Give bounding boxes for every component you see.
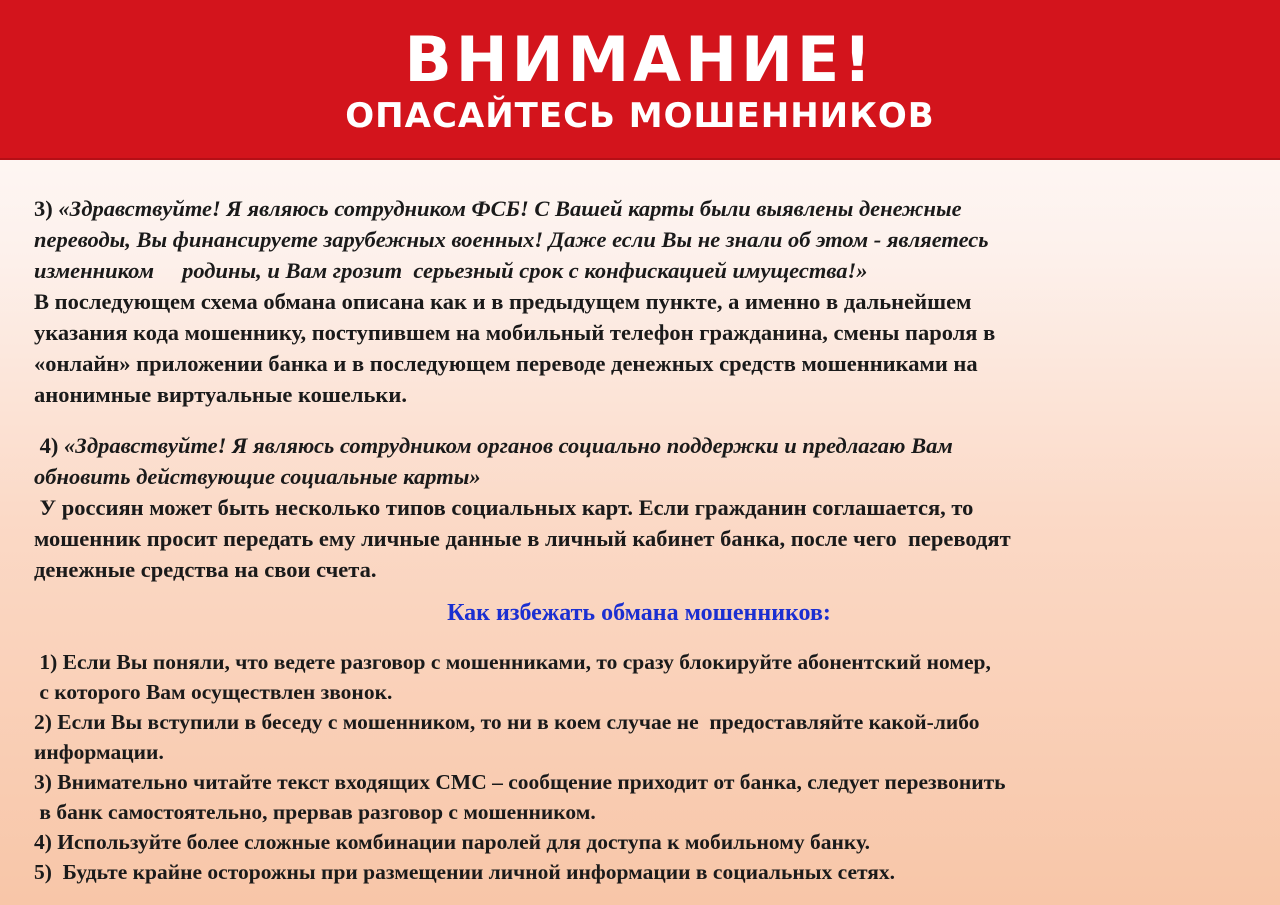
warning-banner [0,0,1280,160]
advice-line: в банк самостоятельно, прервав разговор с мошенником. [34,800,596,824]
advice-line: информации. [34,740,164,764]
page-title: ВНИМАНИЕ! [404,23,876,96]
description-line: указания кода мошеннику, поступившем на мобильный телефон гражданина, смены пароля в [34,320,996,345]
scam-item-4 [34,430,1244,585]
quote-line: изменником родины, и Вам грозит серьезный срок с конфискацией имущества!» [34,258,868,283]
item-number: 4) [34,433,64,458]
description-line: мошенник просит передать ему личные данные в личный кабинет банка, после чего переводят [34,526,1011,551]
scam-item-3 [34,193,1244,410]
advice-list [34,647,1244,887]
description-line: В последующем схема обмана описана как и в предыдущем пункте, а именно в дальнейшем [34,289,972,314]
quote-text: «Здравствуйте! Я являюсь сотрудником ФСБ! С Вашей карты были выявлены денежные [58,196,962,221]
advice-line: 4) Используйте более сложные комбинации паролей для доступа к мобильному банку. [34,830,870,854]
description-line: У россиян может быть несколько типов социальных карт. Если гражданин соглашается, то [34,495,974,520]
item-number: 3) [34,196,59,221]
advice-line: 5) Будьте крайне осторожны при размещении личной информации в социальных сетях. [34,860,896,884]
quote-line: переводы, Вы финансируете зарубежных военных! Даже если Вы не знали об этом - являетесь [34,227,989,252]
description-line: денежные средства на свои счета. [34,557,377,582]
advice-heading: Как избежать обмана мошенников: [447,600,831,626]
advice-line: с которого Вам осуществлен звонок. [34,680,393,704]
page-subtitle: ОПАСАЙТЕСЬ МОШЕННИКОВ [345,96,935,136]
main-content [34,193,1244,887]
description-line: анонимные виртуальные кошельки. [34,382,407,407]
quote-text: «Здравствуйте! Я являюсь сотрудником органов социально поддержки и предлагаю Вам [64,433,953,458]
description-line: «онлайн» приложении банка и в последующем переводе денежных средств мошенниками на [34,351,978,376]
quote-line: обновить действующие социальные карты» [34,464,481,489]
quote-line [34,193,1244,224]
advice-line: 1) Если Вы поняли, что ведете разговор с мошенниками, то сразу блокируйте абонентский номер, [34,650,991,674]
advice-line: 3) Внимательно читайте текст входящих СМС – сообщение приходит от банка, следует перезвонить [34,770,1006,794]
advice-line: 2) Если Вы вступили в беседу с мошенником, то ни в коем случае не предоставляйте какой-либо [34,710,980,734]
quote-line [34,430,1244,461]
